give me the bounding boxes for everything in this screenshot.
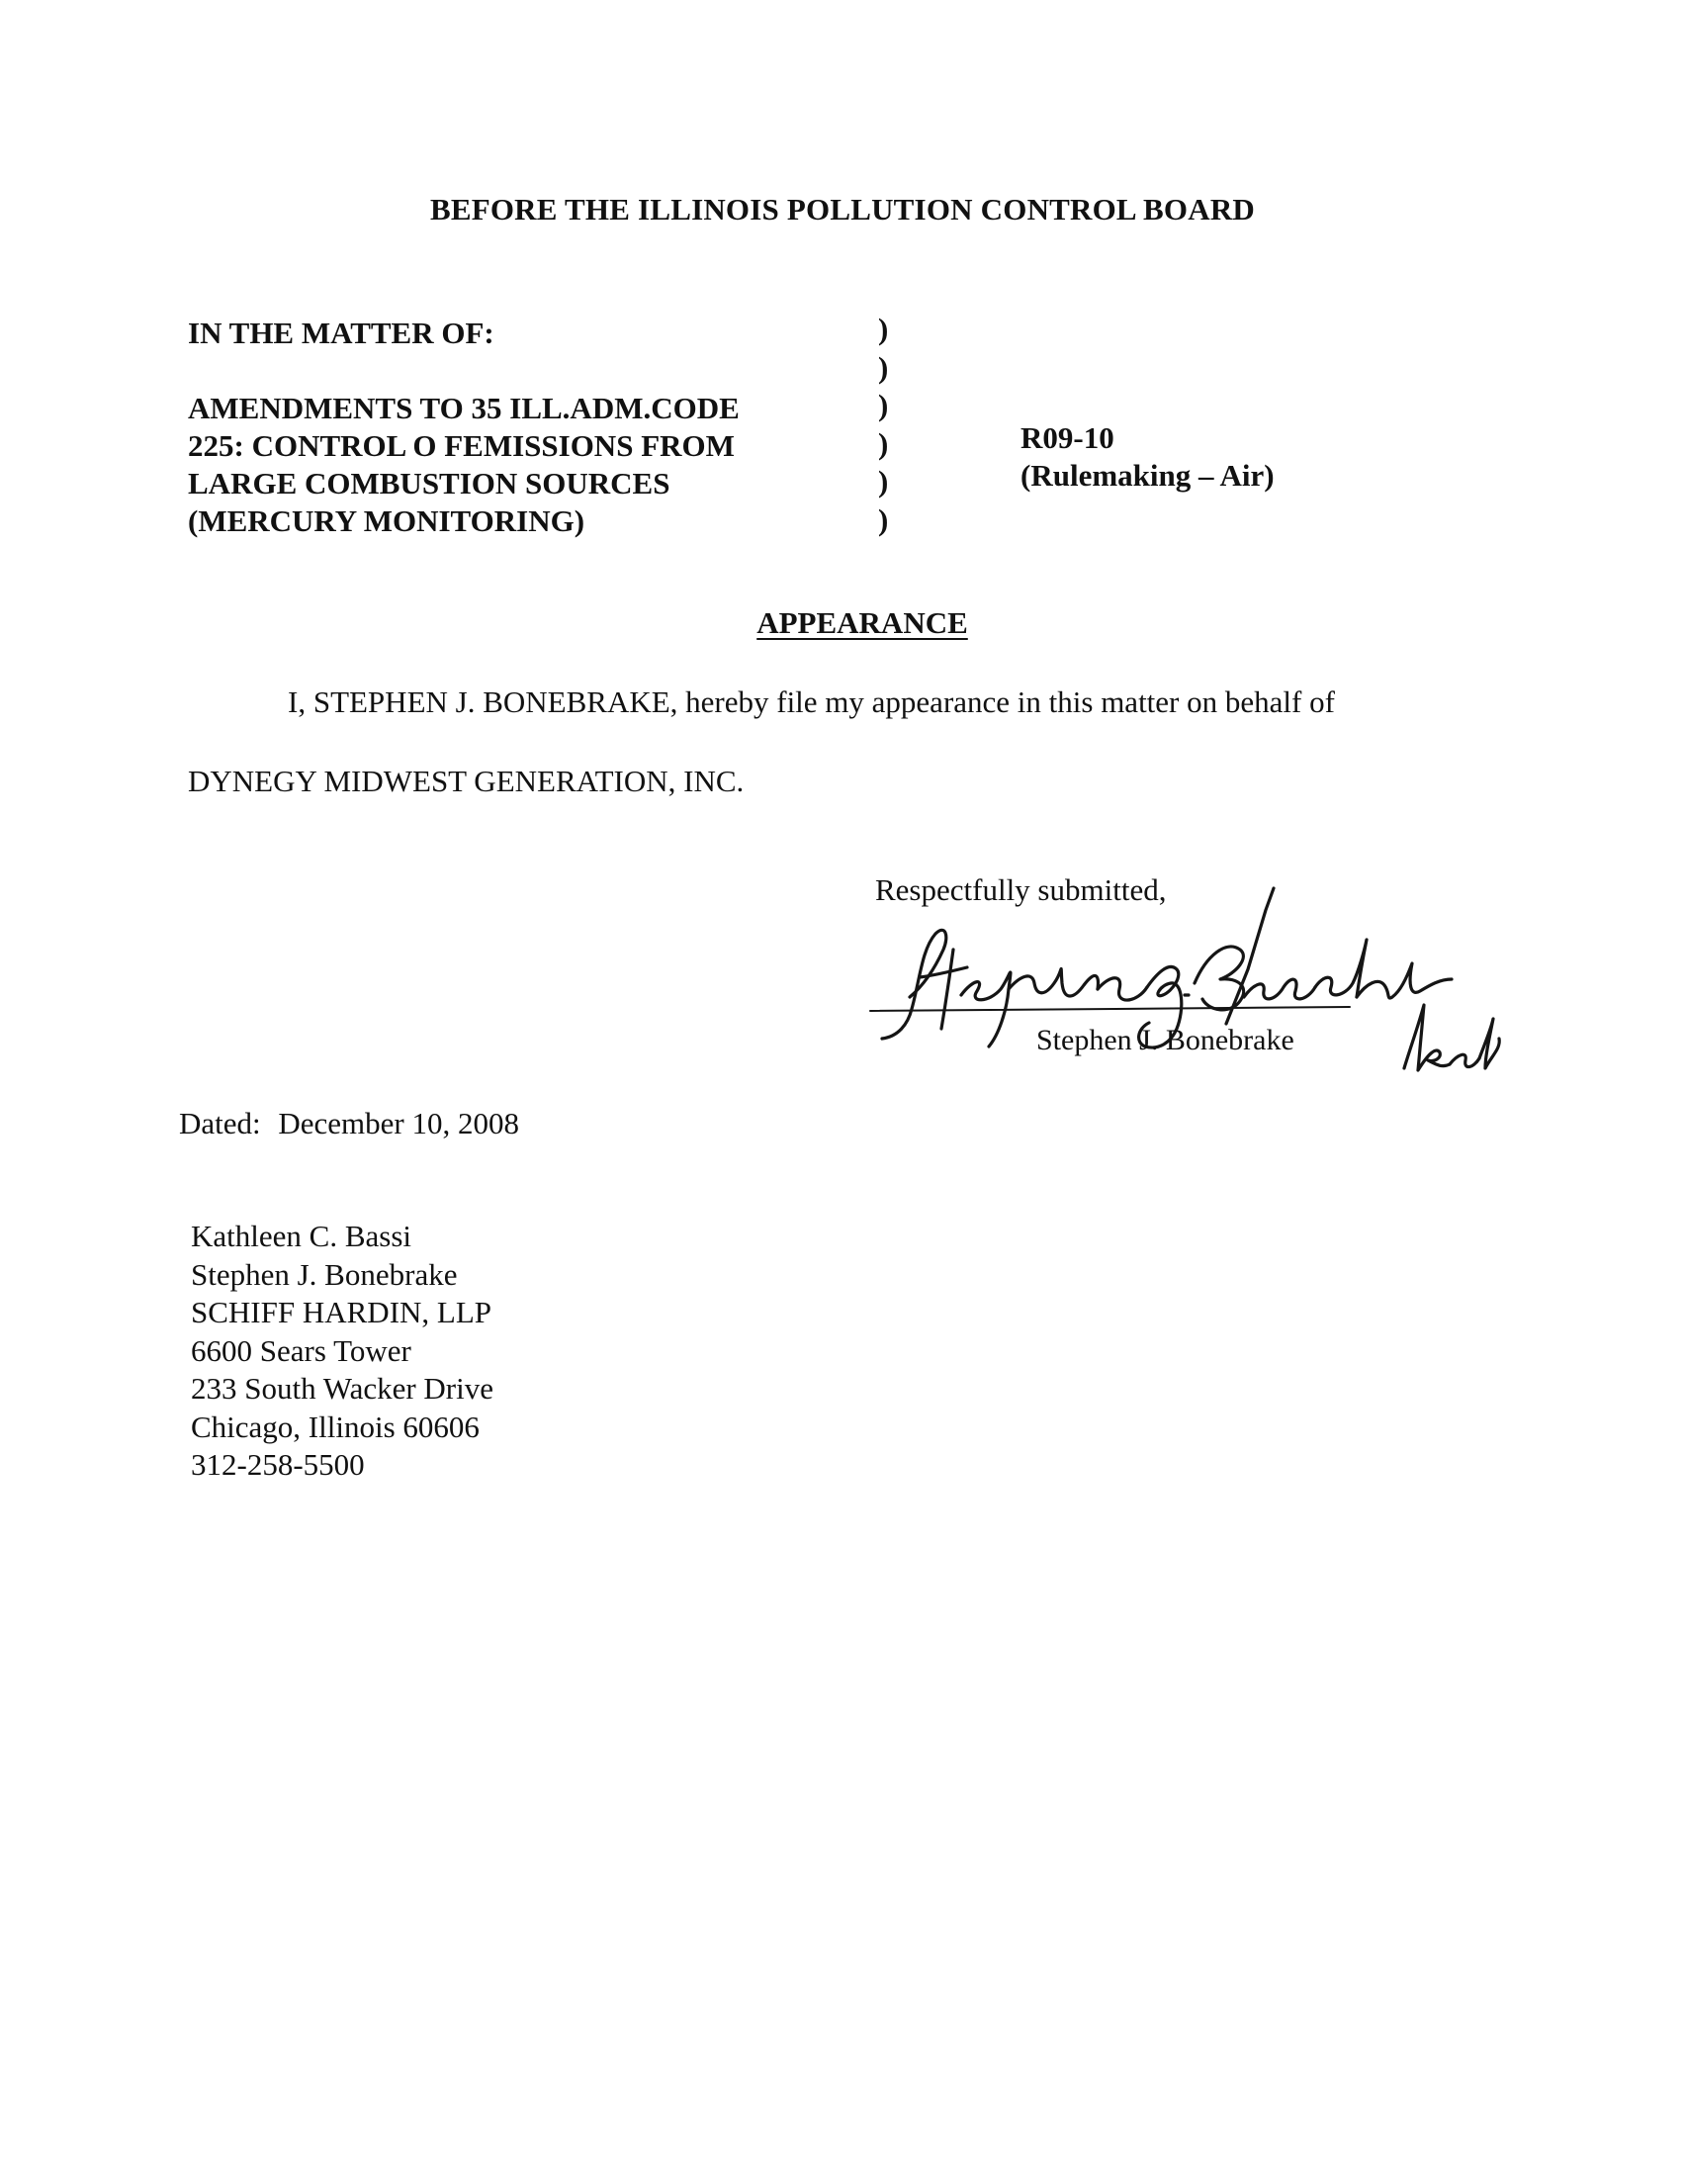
closing-text: Respectfully submitted, (875, 872, 1167, 907)
document-title-text: APPEARANCE (756, 605, 968, 640)
caption-subject-line-4: (MERCURY MONITORING) (188, 503, 585, 538)
caption-parentheses (878, 311, 888, 539)
caption-paren: ) (878, 501, 889, 537)
address-line-3: SCHIFF HARDIN, LLP (191, 1295, 492, 1329)
address-line-7: 312-258-5500 (191, 1447, 365, 1482)
case-caption (188, 315, 740, 540)
matter-label: IN THE MATTER OF: (188, 316, 494, 350)
address-line-2: Stephen J. Bonebrake (191, 1256, 458, 1292)
docket-info (1020, 419, 1275, 495)
caption-paren: ) (878, 349, 889, 385)
address-line-5: 233 South Wacker Drive (191, 1371, 494, 1406)
caption-subject-line-3: LARGE COMBUSTION SOURCES (188, 466, 670, 500)
caption-paren: ) (878, 312, 889, 346)
caption-paren: ) (878, 464, 889, 499)
caption-subject-line-2: 225: CONTROL O FEMISSIONS FROM (188, 428, 735, 463)
document-title (0, 605, 1685, 641)
body-text-line-1: I, STEPHEN J. BONEBRAKE, hereby file my appearance in this matter on behalf of (288, 684, 1335, 719)
address-block (191, 1218, 493, 1485)
address-line-6: Chicago, Illinois 60606 (191, 1409, 480, 1444)
caption-paren: ) (878, 425, 889, 461)
address-line-1: Kathleen C. Bassi (191, 1219, 411, 1253)
docket-type: (Rulemaking – Air) (1020, 458, 1275, 493)
body-text-line-2: DYNEGY MIDWEST GENERATION, INC. (188, 764, 745, 798)
docket-number: R09-10 (1020, 420, 1114, 455)
address-line-4: 6600 Sears Tower (191, 1332, 411, 1368)
board-title: BEFORE THE ILLINOIS POLLUTION CONTROL BOARD (429, 192, 1256, 227)
caption-paren: ) (878, 388, 889, 422)
date-line (179, 1106, 519, 1141)
dated-label: Dated: (179, 1106, 261, 1140)
printed-signatory-name: Stephen J. Bonebrake (1036, 1024, 1294, 1056)
caption-subject-line-1: AMENDMENTS TO 35 ILL.ADM.CODE (188, 391, 740, 425)
dated-value: December 10, 2008 (278, 1106, 520, 1140)
